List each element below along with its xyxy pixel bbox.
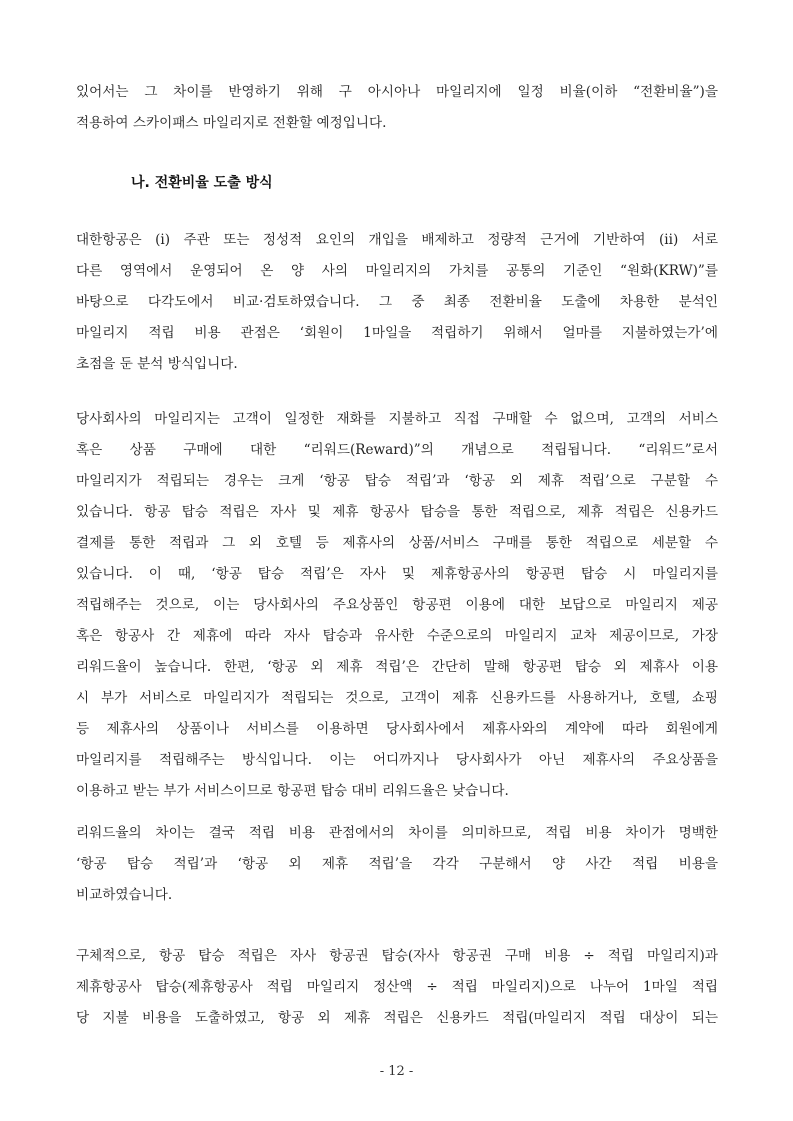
section-heading: 나. 전환비율 도출 방식 [131,175,273,191]
text-line: 당 지불 비용을 도출하였고, 항공 외 제휴 적립은 신용카드 적립(마일리지 적립 대상이 되는 [76,1010,718,1026]
text-line: 마일리지를 적립해주는 방식입니다. 이는 어디까지나 당사회사가 아닌 제휴사의 주요상품을 [76,752,718,768]
text-line: 시 부가 서비스로 마일리지가 적립되는 것으로, 고객이 제휴 신용카드를 사용하거나, 호텔, 쇼핑 [76,690,718,706]
paragraph-4 [76,941,718,1034]
text-line: 다른 영역에서 운영되어 온 양 사의 마일리지의 가치를 공통의 기준인 “원화(KRW)”를 [76,263,718,279]
text-line: 바탕으로 다각도에서 비교·검토하였습니다. 그 중 최종 전환비율 도출에 차용한 분석인 [76,294,718,310]
intro-paragraph [76,77,718,139]
text-line: 혹은 상품 구매에 대한 “리워드(Reward)”의 개념으로 적립됩니다. “리워드”로서 [76,442,718,458]
text-line: 혹은 항공사 간 제휴에 따라 자사 탑승과 유사한 수준으로의 마일리지 교차 제공이므로, 가장 [76,628,718,644]
text-line: 결제를 통한 적립과 그 외 호텔 등 제휴사의 상품/서비스 구매를 통한 적립으로 세분할 수 [76,535,718,551]
text-line: 있습니다. 항공 탑승 적립은 자사 및 제휴 항공사 탑승을 통한 적립으로, 제휴 적립은 신용카드 [76,504,718,520]
text-line: 대한항공은 (i) 주관 또는 정성적 요인의 개입을 배제하고 정량적 근거에 기반하여 (ii) 서로 [76,232,718,248]
text-line: 당사회사의 마일리지는 고객이 일정한 재화를 지불하고 직접 구매할 수 없으며, 고객의 서비스 [76,411,718,427]
text-line: 마일리지가 적립되는 경우는 크게 ‘항공 탑승 적립’과 ‘항공 외 제휴 적립’으로 구분할 수 [76,473,718,489]
text-line: 마일리지 적립 비용 관점은 ‘회원이 1마일을 적립하기 위해서 얼마를 지불하였는가’에 [76,325,718,341]
paragraph-1 [76,225,718,380]
paragraph-3 [76,818,718,911]
text-line: 적립해주는 것으로, 이는 당사회사의 주요상품인 항공편 이용에 대한 보답으로 마일리지 제공 [76,597,718,613]
text-line: 비교하였습니다. [76,887,173,903]
text-line: 등 제휴사의 상품이나 서비스를 이용하면 당사회사에서 제휴사와의 계약에 따라 회원에게 [76,721,718,737]
text-line: 초점을 둔 분석 방식입니다. [76,356,238,372]
text-line: 있어서는 그 차이를 반영하기 위해 구 아시아나 마일리지에 일정 비율(이하 “전환비율”)을 [76,84,718,100]
text-line: 리워드율이 높습니다. 한편, ‘항공 외 제휴 적립’은 간단히 말해 항공편 탑승 외 제휴사 이용 [76,659,718,675]
text-line: 있습니다. 이 때, ‘항공 탑승 적립’은 자사 및 제휴항공사의 항공편 탑승 시 마일리지를 [76,566,718,582]
text-line: 리워드율의 차이는 결국 적립 비용 관점에서의 차이를 의미하므로, 적립 비용 차이가 명백한 [76,825,718,841]
text-line: 제휴항공사 탑승(제휴항공사 적립 마일리지 정산액 ÷ 적립 마일리지)으로 나누어 1마일 적립 [76,979,718,995]
text-line: 이용하고 받는 부가 서비스이므로 항공편 탑승 대비 리워드율은 낮습니다. [76,783,509,799]
text-line: 구체적으로, 항공 탑승 적립은 자사 항공권 탑승(자사 항공권 구매 비용 ÷ 적립 마일리지)과 [76,948,718,964]
paragraph-2 [76,404,718,807]
text-line: ‘항공 탑승 적립’과 ‘항공 외 제휴 적립’을 각각 구분해서 양 사간 적립 비용을 [76,856,718,872]
text-line: 적용하여 스카이패스 마일리지로 전환할 예정입니다. [76,115,387,131]
page-number: - 12 - [379,1064,414,1079]
